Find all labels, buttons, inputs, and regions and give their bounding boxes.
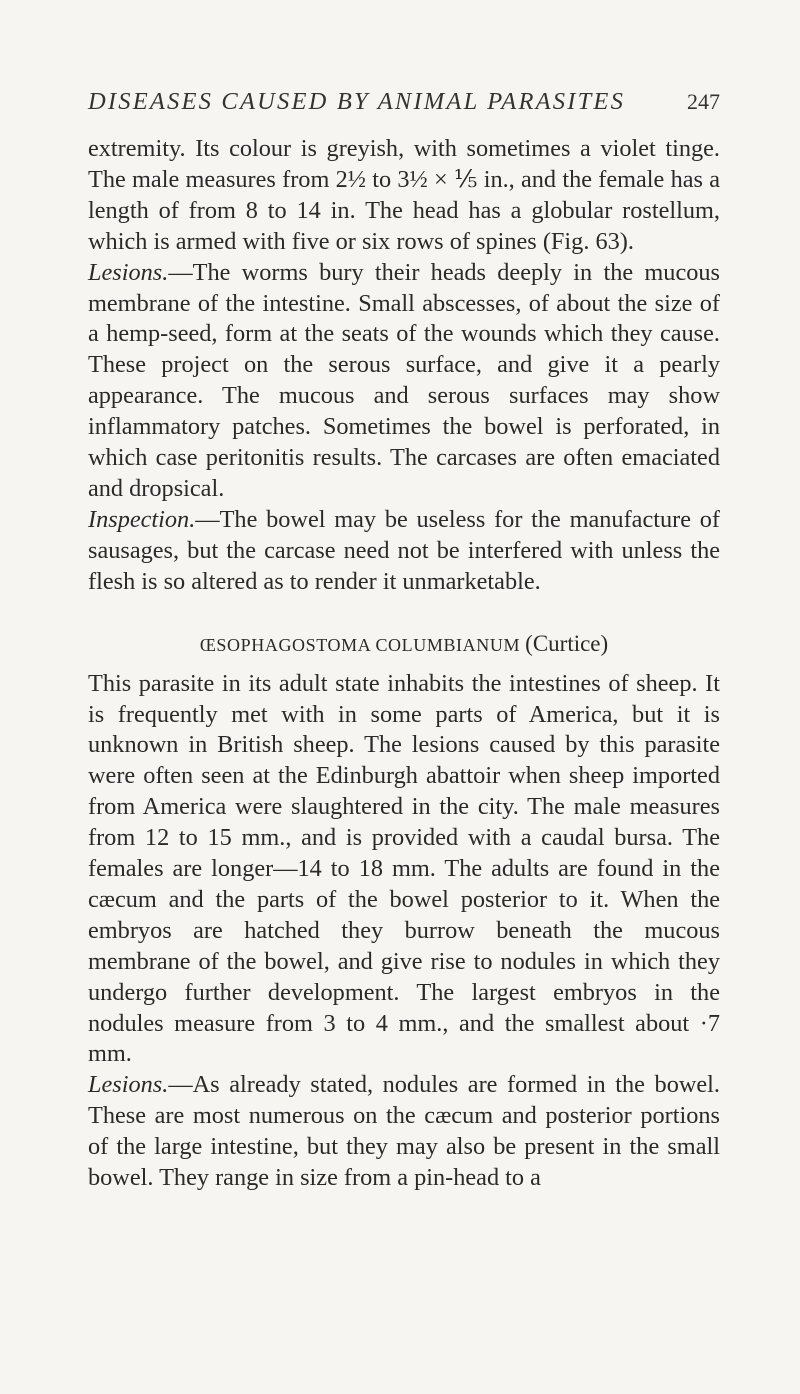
inspection-heading: Inspection. [88,505,196,533]
paragraph-oesophagostoma: This parasite in its adult state inhabits the intestines of sheep. It is frequently met with in some parts of America, but it is unknown in British sheep. The lesions caused by this parasite were often seen at the Edinburgh abattoir when sheep imported from America were slaughtered in the city. The male measures from 12 to 15 mm., and is provided with a caudal bursa. The females are longer—14 to 18 mm. The adults are found in the cæcum and the parts of the bowel posterior to it. When the embryos are hatched they burrow beneath the mucous membrane of the bowel, and give rise to nodules in which they undergo further development. The largest embryos in the nodules measure from 3 to 4 mm., and the smallest about ·7 mm. [88,669,720,1068]
lesions-text: —The worms bury their heads deeply in the mucous membrane of the intestine. Small abscesses, of about the size of a hemp-seed, form at the seats of the wounds which they cause. These project on the serous surface, and give it a pearly appearance. The mucous and serous surfaces may show inflammatory patches. Sometimes the bowel is perforated, in which case peritonitis results. The carcases are often emaciated and dropsical. [88,258,720,502]
paragraph-inspection [88,505,720,598]
section-author: (Curtice) [525,630,609,656]
lesions-heading-2: Lesions. [88,1071,169,1099]
paragraph-description: extremity. Its colour is greyish, with sometimes a violet tinge. The male measures from 2½ to 3½ × ⅕ in., and the female has a length of from 8 to 14 in. The head has a globular rostellum, which is armed with five or six rows of spines (Fig. 63). [88,135,720,255]
lesions-heading: Lesions. [88,258,169,286]
paragraph-lesions-2 [88,1070,720,1194]
running-title: DISEASES CAUSED BY ANIMAL PARASITES [88,88,626,115]
lesions-text-2: —As already stated, nodules are formed in the bowel. These are most numerous on the cæcum and posterior portions of the large intestine, but they may also be present in the small bowel. They range in size from a pin-head to a [88,1071,720,1192]
section-heading [88,632,720,657]
page-number: 247 [687,89,720,114]
running-head [88,88,720,116]
inspection-text: —The bowel may be useless for the manufacture of sausages, but the carcase need not be interfered with unless the flesh is so altered as to render it unmarketable. [88,505,720,595]
section-title: ŒSOPHAGOSTOMA COLUMBIANUM [199,634,521,655]
book-page [88,88,720,1194]
paragraph-lesions [88,258,720,505]
